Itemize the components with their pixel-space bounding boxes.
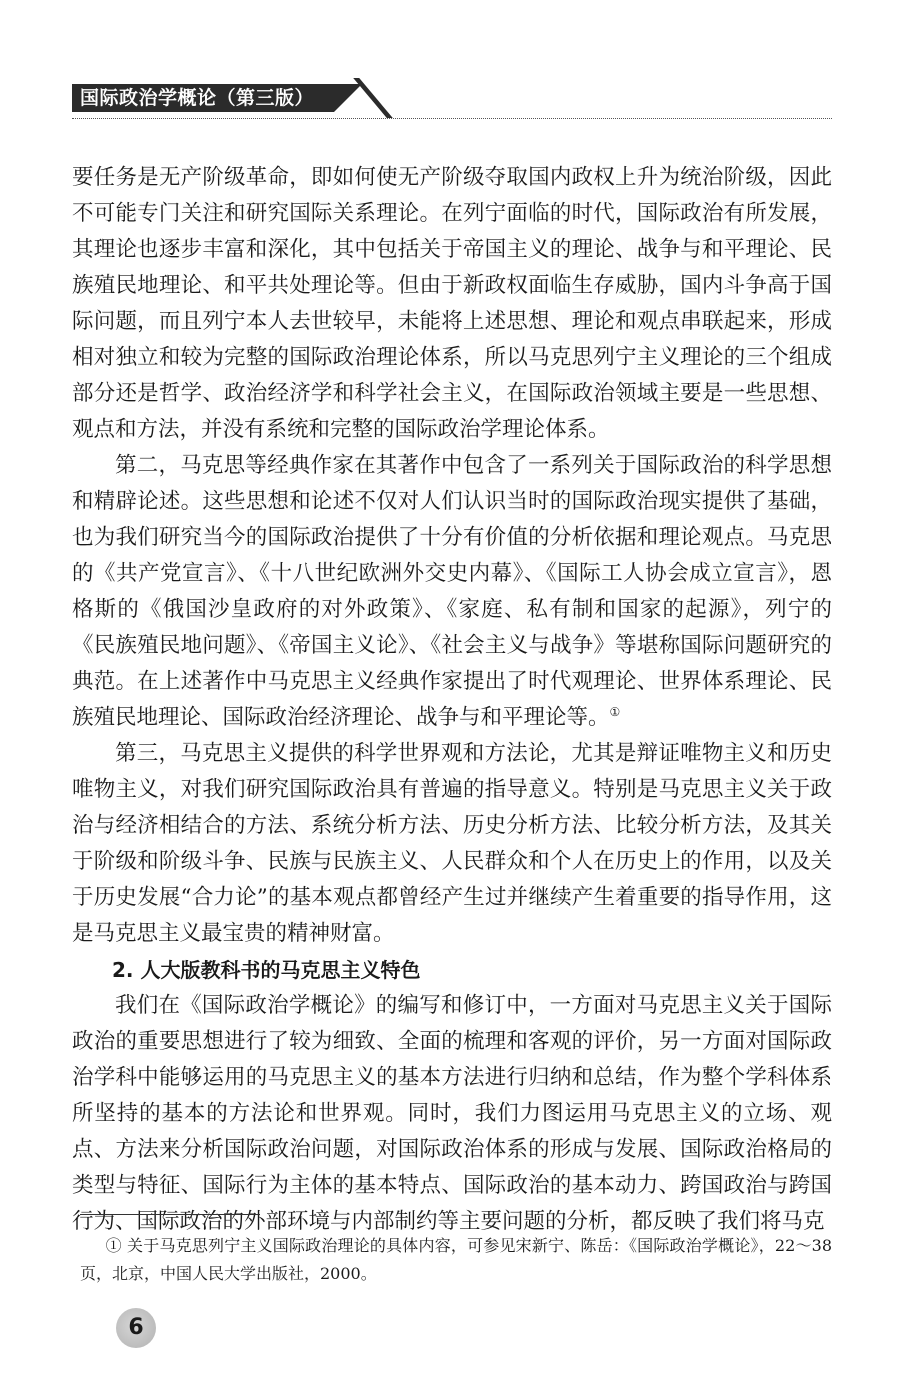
main-text bbox=[72, 160, 832, 1240]
header-title: 国际政治学概论（第三版） bbox=[72, 84, 334, 112]
footnote-reference: ① bbox=[609, 704, 621, 719]
running-header bbox=[72, 80, 832, 120]
footnote-separator bbox=[80, 1214, 260, 1215]
paragraph-textbook-features: 我们在《国际政治学概论》的编写和修订中，一方面对马克思主义关于国际政治的重要思想进行了较为细致、全面的梳理和客观的评价，另一方面对国际政治学科中能够运用的马克思主义的基本方法进行归纳和总结，作为整个学科体系所坚持的基本的方法论和世界观。同时，我们力图运用马克思主义的立场、观点、方法来分析国际政治问题，对国际政治体系的形成与发展、国际政治格局的类型与特征、国际行为主体的基本特点、国际政治的基本动力、跨国政治与跨国行为、国际政治的外部环境与内部制约等主要问题的分析，都反映了我们将马克 bbox=[72, 993, 832, 1234]
paragraph-continued: 要任务是无产阶级革命，即如何使无产阶级夺取国内政权上升为统治阶级，因此不可能专门关注和研究国际关系理论。在列宁面临的时代，国际政治有所发展，其理论也逐步丰富和深化，其中包括关于帝国主义的理论、战争与和平理论、民族殖民地理论、和平共处理论等。但由于新政权面临生存威胁，国内斗争高于国际问题，而且列宁本人去世较早，未能将上述思想、理论和观点串联起来，形成相对独立和较为完整的国际政治理论体系，所以马克思列宁主义理论的三个组成部分还是哲学、政治经济学和科学社会主义，在国际政治领域主要是一些思想、观点和方法，并没有系统和完整的国际政治学理论体系。 bbox=[72, 165, 832, 442]
section-heading: 2. 人大版教科书的马克思主义特色 bbox=[112, 958, 421, 982]
paragraph-third-point: 第三，马克思主义提供的科学世界观和方法论，尤其是辩证唯物主义和历史唯物主义，对我们研究国际政治具有普遍的指导意义。特别是马克思主义关于政治与经济相结合的方法、系统分析方法、历史分析方法、比较分析方法，及其关于阶级和阶级斗争、民族与民族主义、人民群众和个人在历史上的作用，以及关于历史发展“合力论”的基本观点都曾经产生过并继续产生着重要的指导作用，这是马克思主义最宝贵的精神财富。 bbox=[72, 741, 832, 946]
page-number: 6 bbox=[116, 1308, 156, 1348]
paragraph-second-point bbox=[72, 448, 832, 736]
header-dotted-rule bbox=[72, 118, 832, 119]
footnote: ① 关于马克思列宁主义国际政治理论的具体内容，可参见宋新宁、陈岳：《国际政治学概论》，22～38页，北京，中国人民大学出版社，2000。 bbox=[80, 1236, 832, 1283]
header-bar-wedge bbox=[334, 84, 362, 112]
paragraph-text: 第二，马克思等经典作家在其著作中包含了一系列关于国际政治的科学思想和精辟论述。这些思想和论述不仅对人们认识当时的国际政治现实提供了基础，也为我们研究当今的国际政治提供了十分有价值的分析依据和理论观点。马克思的《共产党宣言》、《十八世纪欧洲外交史内幕》、《国际工人协会成立宣言》，恩格斯的《俄国沙皇政府的对外政策》、《家庭、私有制和国家的起源》，列宁的《民族殖民地问题》、《帝国主义论》、《社会主义与战争》等堪称国际问题研究的典范。在上述著作中马克思主义经典作家提出了时代观理论、世界体系理论、民族殖民地理论、国际政治经济理论、战争与和平理论等。 bbox=[72, 453, 832, 730]
